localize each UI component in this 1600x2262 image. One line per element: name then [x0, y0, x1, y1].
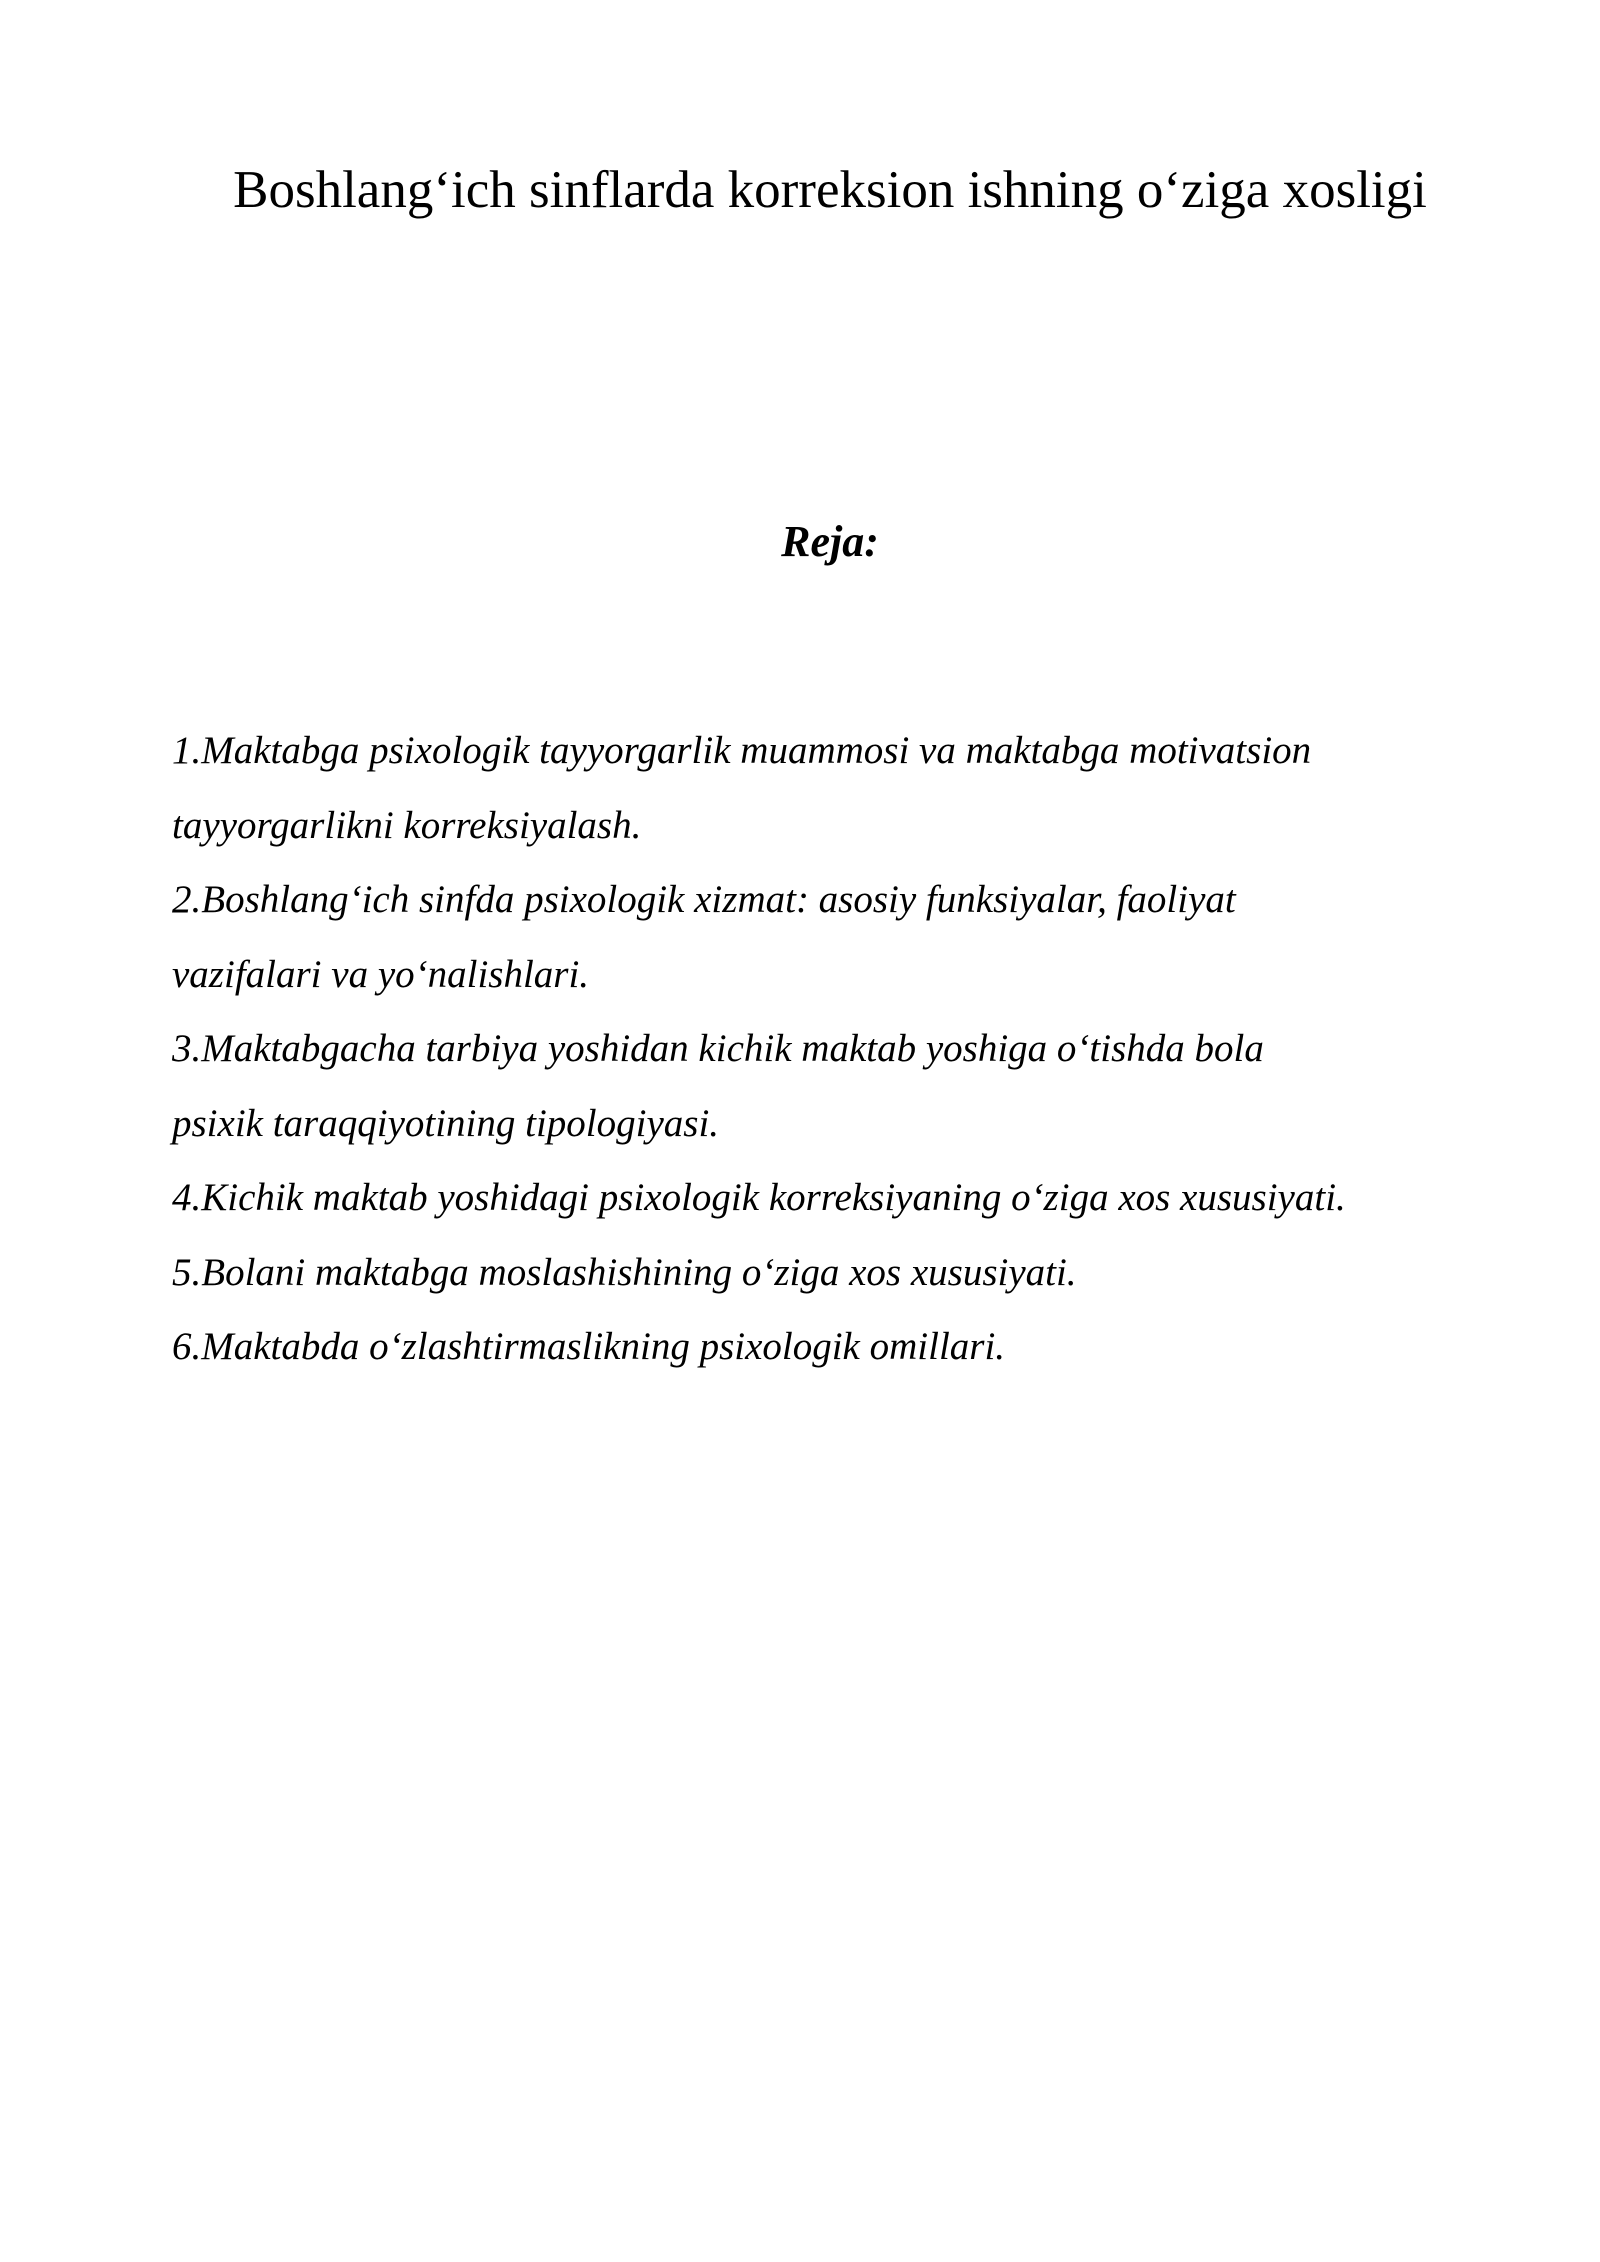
plan-item: [172, 1236, 1502, 1311]
plan-item: [172, 714, 1502, 863]
document-title: Boshlang‘ich sinflarda korreksion ishning o‘ziga xosligi: [233, 161, 1427, 219]
plan-item: [172, 1012, 1502, 1161]
plan-item-line: psixik taraqqiyotining tipologiyasi.: [172, 1101, 720, 1145]
plan-item-line: 2.Boshlang‘ich sinfda psixologik xizmat: asosiy funksiyalar, faoliyat: [172, 878, 1236, 921]
plan-item-line: 3.Maktabgacha tarbiya yoshidan kichik maktab yoshiga o‘tishda bola: [172, 1027, 1264, 1070]
plan-item: [172, 1161, 1502, 1236]
plan-item-line: 4.Kichik maktab yoshidagi psixologik korreksiyaning o‘ziga xos xususiyati.: [172, 1176, 1346, 1219]
plan-item-line: 6.Maktabda o‘zlashtirmaslikning psixologik omillari.: [172, 1325, 1006, 1368]
plan-item-line: tayyorgarlikni korreksiyalash.: [172, 803, 642, 847]
plan-list: [172, 714, 1502, 1385]
plan-item-line: 1.Maktabga psixologik tayyorgarlik muammosi va maktabga motivatsion: [172, 729, 1312, 772]
plan-item: [172, 863, 1502, 1012]
plan-heading: Reja:: [781, 517, 879, 566]
plan-item-line: 5.Bolani maktabga moslashishining o‘ziga xos xususiyati.: [172, 1250, 1077, 1294]
plan-item-line: vazifalari va yo‘nalishlari.: [172, 952, 590, 996]
plan-item: [172, 1310, 1502, 1385]
